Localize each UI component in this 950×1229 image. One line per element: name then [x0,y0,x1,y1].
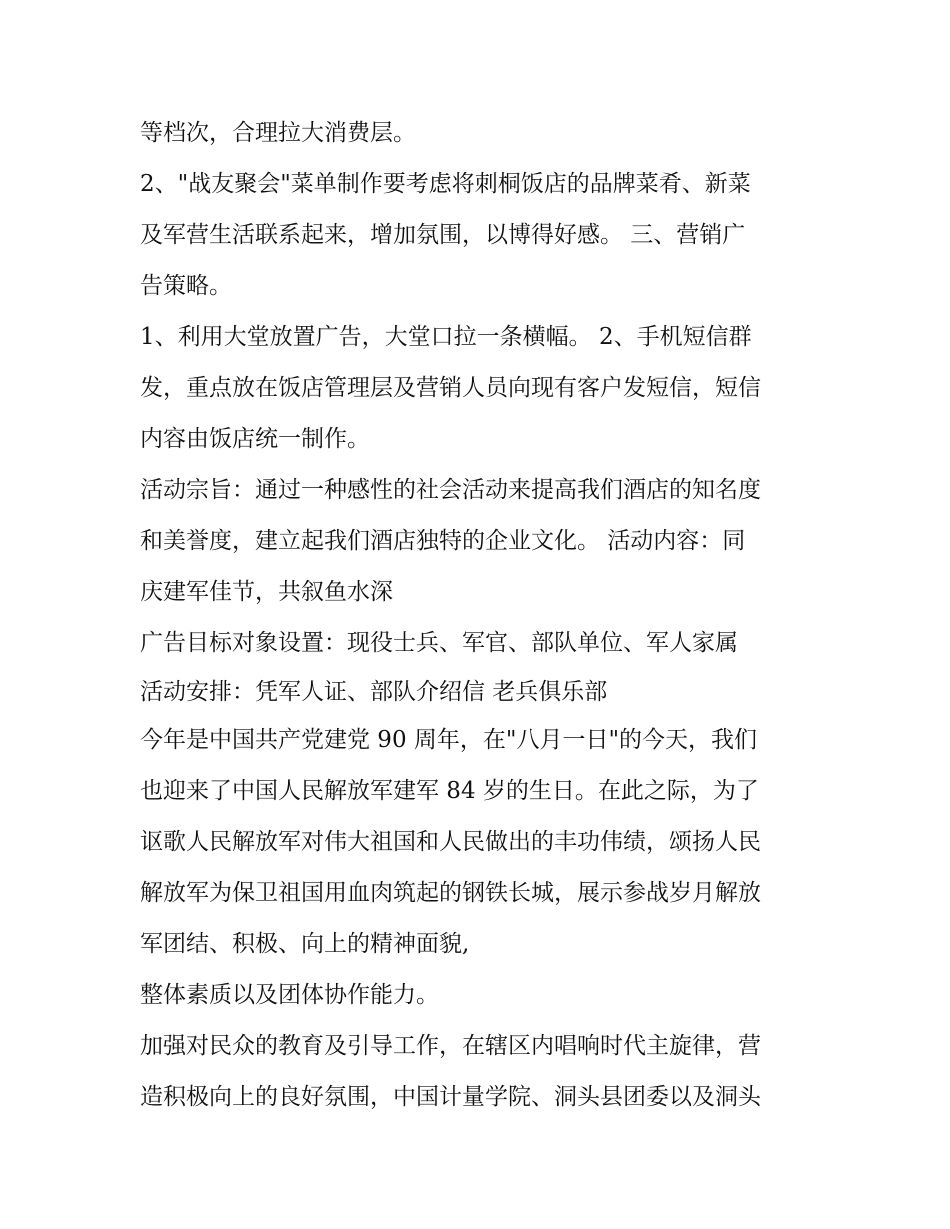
text-line: 发，重点放在饭店管理层及营销人员向现有客户发短信，短信 [140,375,761,401]
text-line: 今年是中国共产党建党 90 周年，在"八月一日"的今天，我们 [140,727,758,753]
text-line: 等档次，合理拉大消费层。 [140,120,416,146]
text-line: 内容由饭店统一制作。 [140,426,370,452]
text-line: 整体素质以及团体协作能力。 [140,982,439,1008]
text-line: 活动宗旨：通过一种感性的社会活动来提高我们酒店的知名度 [140,477,761,503]
text-line: 1、利用大堂放置广告，大堂口拉一条横幅。 2、手机短信群 [140,324,752,350]
text-line: 庆建军佳节，共叙鱼水深 [140,579,393,605]
text-line: 讴歌人民解放军对伟大祖国和人民做出的丰功伟绩，颂扬人民 [140,829,761,855]
text-line: 和美誉度，建立起我们酒店独特的企业文化。 活动内容：同 [140,528,746,554]
text-line: 广告目标对象设置：现役士兵、军官、部队单位、军人家属 [140,630,738,656]
text-line: 2、"战友聚会"菜单制作要考虑将刺桐饭店的品牌菜肴、新菜 [140,171,751,197]
body-text [140,108,820,1123]
text-line: 解放军为保卫祖国用血肉筑起的钢铁长城，展示参战岁月解放 [140,880,761,906]
text-line: 加强对民众的教育及引导工作，在辖区内唱响时代主旋律，营 [140,1033,761,1059]
text-line: 及军营生活联系起来，增加氛围，以博得好感。 三、营销广 [140,222,746,248]
text-line: 造积极向上的良好氛围，中国计量学院、洞头县团委以及洞头 [140,1084,761,1110]
text-line: 军团结、积极、向上的精神面貌, [140,931,470,957]
text-line: 活动安排：凭军人证、部队介绍信 老兵俱乐部 [140,679,608,705]
text-line: 也迎来了中国人民解放军建军 84 岁的生日。在此之际，为了 [140,778,759,804]
text-line: 告策略。 [140,273,232,299]
